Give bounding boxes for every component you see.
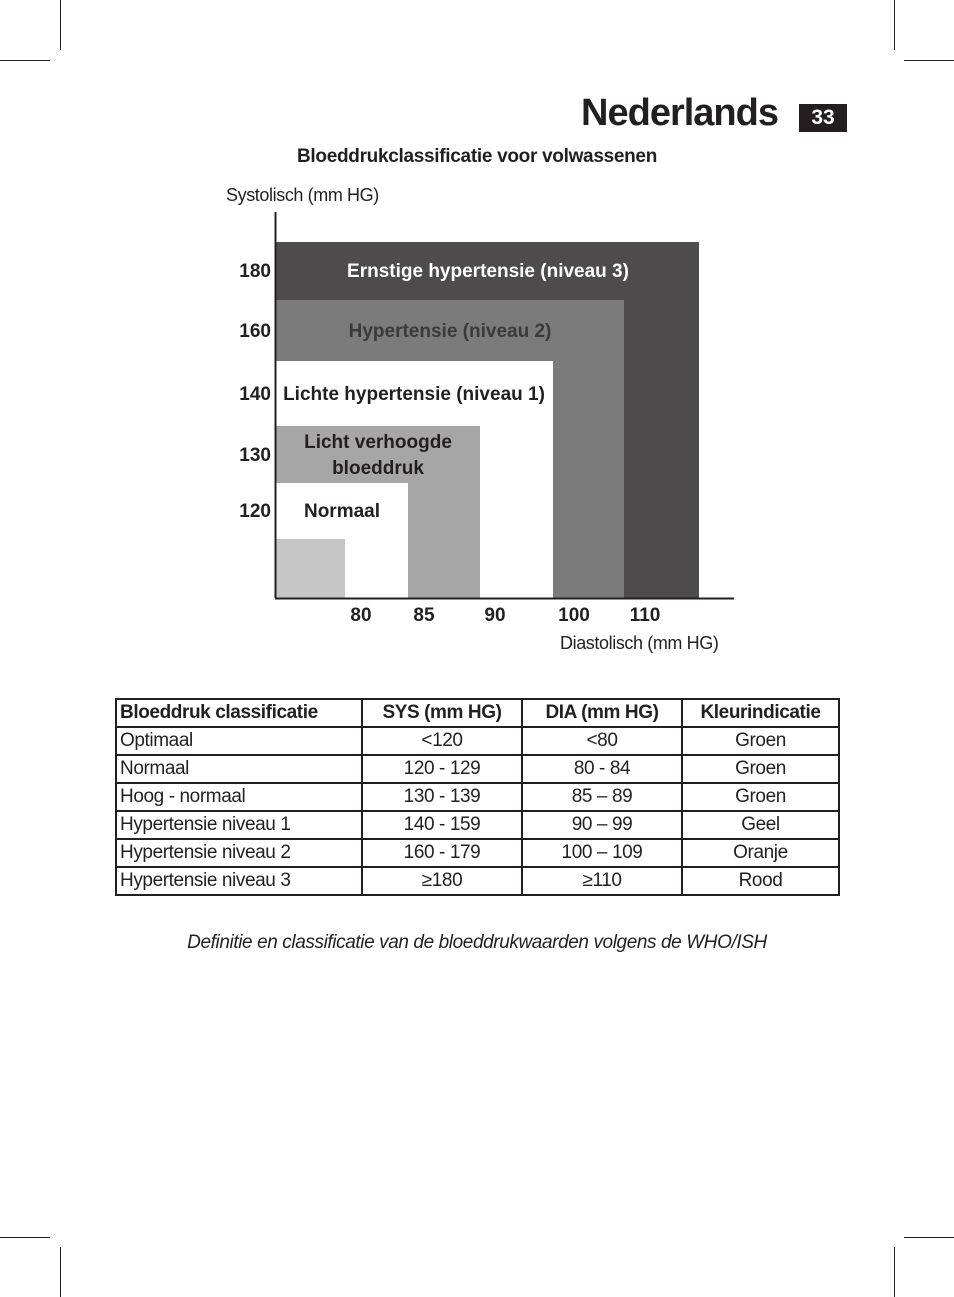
column-header: DIA (mm HG) <box>522 699 682 727</box>
zone-label-1: Hypertensie (niveau 2) <box>348 321 552 342</box>
y-tick-label: 160 <box>239 321 271 342</box>
table-cell: Rood <box>682 867 839 895</box>
table-cell: 140 - 159 <box>362 811 522 839</box>
page-number-badge: 33 <box>799 104 847 132</box>
x-tick-label: 100 <box>558 605 590 626</box>
x-tick-label: 85 <box>413 605 435 626</box>
table-cell: Groen <box>682 783 839 811</box>
table-cell: <80 <box>522 727 682 755</box>
y-tick-label: 130 <box>239 445 271 466</box>
table-cell: 80 - 84 <box>522 755 682 783</box>
table-cell: Hypertensie niveau 2 <box>116 839 362 867</box>
column-header: SYS (mm HG) <box>362 699 522 727</box>
chart-title: Bloeddrukclassificatie voor volwassenen <box>297 146 657 167</box>
table-row <box>116 755 839 783</box>
table-cell: Oranje <box>682 839 839 867</box>
x-tick-label: 110 <box>629 605 661 626</box>
table-cell: 130 - 139 <box>362 783 522 811</box>
table-cell: Hypertensie niveau 3 <box>116 867 362 895</box>
column-header: Bloeddruk classificatie <box>116 699 362 727</box>
table-cell: <120 <box>362 727 522 755</box>
table-cell: Normaal <box>116 755 362 783</box>
table-row <box>116 811 839 839</box>
table-cell: Groen <box>682 727 839 755</box>
zone-label-0: Ernstige hypertensie (niveau 3) <box>347 261 629 282</box>
table-cell: ≥110 <box>522 867 682 895</box>
column-header: Kleurindicatie <box>682 699 839 727</box>
crop-mark <box>894 1247 895 1297</box>
table-cell: Hypertensie niveau 1 <box>116 811 362 839</box>
zone-label-3: Licht verhoogde bloeddruk <box>304 432 452 479</box>
y-tick-label: 120 <box>239 501 271 522</box>
crop-mark <box>60 1247 61 1297</box>
table-cell: 120 - 129 <box>362 755 522 783</box>
zone-area-5 <box>276 539 345 598</box>
table-header-row <box>116 699 839 727</box>
table-cell: Groen <box>682 755 839 783</box>
y-axis-label: Systolisch (mm HG) <box>226 185 379 205</box>
y-tick-label: 180 <box>239 261 271 282</box>
table-caption: Definitie en classificatie van de bloeddrukwaarden volgens de WHO/ISH <box>187 932 767 953</box>
table-cell: 160 - 179 <box>362 839 522 867</box>
crop-mark <box>904 1237 954 1238</box>
table-cell: 85 – 89 <box>522 783 682 811</box>
table-cell: 90 – 99 <box>522 811 682 839</box>
table-cell: ≥180 <box>362 867 522 895</box>
table-cell: 100 – 109 <box>522 839 682 867</box>
classification-table <box>115 698 840 896</box>
x-axis-label: Diastolisch (mm HG) <box>560 633 719 653</box>
crop-mark <box>0 1237 50 1238</box>
table-cell: Hoog - normaal <box>116 783 362 811</box>
table-row <box>116 727 839 755</box>
page-title: Nederlands <box>581 92 778 134</box>
zone-label-2: Lichte hypertensie (niveau 1) <box>283 384 545 405</box>
table-row <box>116 867 839 895</box>
table-cell: Optimaal <box>116 727 362 755</box>
x-tick-label: 90 <box>484 605 506 626</box>
x-tick-label: 80 <box>350 605 372 626</box>
y-tick-label: 140 <box>239 384 271 405</box>
table-cell: Geel <box>682 811 839 839</box>
table-row <box>116 783 839 811</box>
table-row <box>116 839 839 867</box>
zone-label-4: Normaal <box>303 501 381 522</box>
